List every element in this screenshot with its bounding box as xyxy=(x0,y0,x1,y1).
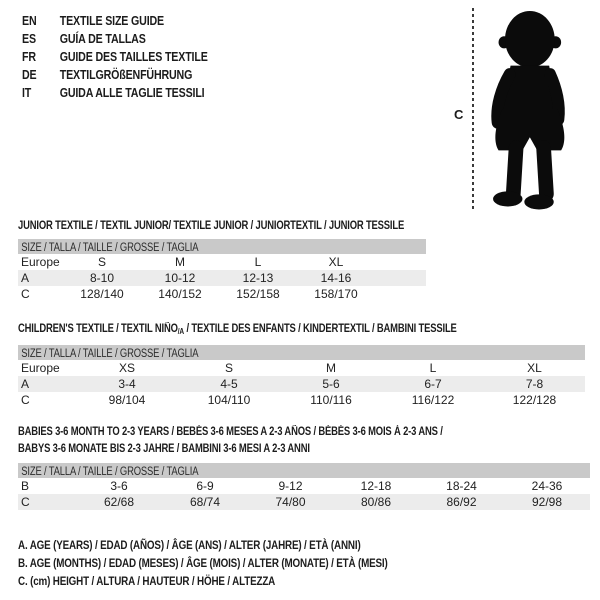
size-cell: 24-36 xyxy=(531,479,563,493)
size-header-bar: SIZE / TALLA / TAILLE / GRÖSSE / TAGLIA xyxy=(18,345,585,360)
size-cell: 128/140 xyxy=(80,287,124,301)
size-cell: 158/170 xyxy=(314,287,358,301)
size-cell: 12-18 xyxy=(360,479,392,493)
size-header-bar: SIZE / TALLA / TAILLE / GRÖSSE / TAGLIA xyxy=(18,239,426,254)
size-cell: 74/80 xyxy=(248,494,333,510)
size-cell: XL xyxy=(328,255,344,269)
size-cell: XL xyxy=(527,361,542,375)
table-row xyxy=(18,478,590,494)
row-label: C xyxy=(21,393,30,407)
row-label: Europe xyxy=(21,255,60,269)
size-cell: 4-5 xyxy=(178,376,280,392)
size-cell: 98/104 xyxy=(108,393,146,407)
language-code: EN xyxy=(22,13,37,28)
language-code: IT xyxy=(22,85,32,100)
size-cell: 80/86 xyxy=(333,494,419,510)
language-code: ES xyxy=(22,31,36,46)
spacer-cell xyxy=(375,286,426,302)
size-cell: 7-8 xyxy=(484,376,585,392)
language-row xyxy=(22,66,248,84)
children-table-title: CHILDREN'S TEXTILE / TEXTIL NIÑO/A / TEXTILE DES ENFANTS / KINDERTEXTIL / BAMBINI TESSILE xyxy=(18,323,457,336)
table-row xyxy=(18,254,426,270)
size-cell: 116/122 xyxy=(411,393,455,407)
language-title: GUIDE DES TAILLES TEXTILE xyxy=(59,49,208,64)
size-cell: 6-7 xyxy=(382,376,484,392)
subscript-text: /A xyxy=(177,327,184,336)
size-cell: 3-4 xyxy=(76,376,178,392)
size-cell: 110/116 xyxy=(310,393,352,407)
row-label: A xyxy=(18,270,63,286)
row-label: A xyxy=(18,376,76,392)
size-cell: 5-6 xyxy=(280,376,382,392)
spacer-cell xyxy=(375,270,426,286)
language-header xyxy=(22,12,248,102)
footnotes xyxy=(18,536,469,590)
size-cell: XS xyxy=(118,361,135,375)
footnote-a: A. AGE (YEARS) / EDAD (AÑOS) / ÂGE (ANS) / ALTER (JAHRE) / ETÀ (ANNI) xyxy=(18,538,361,552)
size-cell: 14-16 xyxy=(297,270,375,286)
size-cell: 104/110 xyxy=(207,393,251,407)
junior-table-title: JUNIOR TEXTILE / TEXTIL JUNIOR/ TEXTILE JUNIOR / JUNIORTEXTIL / JUNIOR TESSILE xyxy=(18,220,405,232)
size-cell: 140/152 xyxy=(158,287,202,301)
table-row xyxy=(18,286,426,302)
language-row xyxy=(22,48,248,66)
size-cell: L xyxy=(254,255,262,269)
baby-silhouette-icon xyxy=(482,8,574,210)
size-cell: M xyxy=(326,361,336,375)
children-size-table xyxy=(18,345,585,408)
size-cell: L xyxy=(429,361,437,375)
language-row xyxy=(22,12,248,30)
spacer-cell xyxy=(375,254,426,270)
language-title: TEXTILGRÖßENFÜHRUNG xyxy=(59,67,193,82)
size-cell: 8-10 xyxy=(63,270,141,286)
size-cell: 10-12 xyxy=(141,270,219,286)
size-cell: 18-24 xyxy=(446,479,477,493)
row-label: B xyxy=(21,479,30,493)
size-cell: M xyxy=(175,255,185,269)
height-measure-label: C xyxy=(454,107,464,122)
table-row xyxy=(18,270,426,286)
size-cell: 122/128 xyxy=(512,393,557,407)
size-cell: 92/98 xyxy=(504,494,590,510)
row-label: C xyxy=(18,494,76,510)
size-cell: 3-6 xyxy=(110,479,128,493)
footnote-b: B. AGE (MONTHS) / EDAD (MESES) / ÂGE (MOIS) / ALTER (MONATE) / ETÀ (MESI) xyxy=(18,556,388,570)
language-row xyxy=(22,30,248,48)
row-label: Europe xyxy=(21,361,60,375)
babies-size-table xyxy=(18,463,590,510)
language-row xyxy=(22,84,248,102)
size-cell: 68/74 xyxy=(162,494,248,510)
size-cell: 62/68 xyxy=(76,494,162,510)
row-label: C xyxy=(21,287,30,301)
size-cell: 6-9 xyxy=(196,479,214,493)
language-title: GUÍA DE TALLAS xyxy=(59,31,146,46)
size-cell: 9-12 xyxy=(278,479,303,493)
footnote-c: C. (cm) HEIGHT / ALTURA / HAUTEUR / HÖHE / ALTEZZA xyxy=(18,574,276,588)
table-row xyxy=(18,392,585,408)
table-row xyxy=(18,494,590,510)
table-row xyxy=(18,376,585,392)
language-code: DE xyxy=(22,67,37,82)
language-title: TEXTILE SIZE GUIDE xyxy=(59,13,164,28)
language-title: GUIDA ALLE TAGLIE TESSILI xyxy=(59,85,205,100)
size-cell: 152/158 xyxy=(236,287,280,301)
size-cell: 86/92 xyxy=(419,494,504,510)
height-measure-line xyxy=(472,8,474,209)
language-code: FR xyxy=(22,49,36,64)
size-cell: S xyxy=(97,255,106,269)
size-cell: 12-13 xyxy=(219,270,297,286)
size-header-bar: SIZE / TALLA / TAILLE / GRÖSSE / TAGLIA xyxy=(18,463,590,478)
babies-table-title: BABIES 3-6 MONTH TO 2-3 YEARS / BEBÉS 3-6 MESES A 2-3 AÑOS / BÉBÉS 3-6 MOIS À 2-3 ANS / BABYS 3-6 MONATE BIS 2-3 JAHRE / BAMBINI 3-6 MESI A 2-3 ANNI xyxy=(18,426,443,455)
junior-size-table xyxy=(18,239,426,302)
size-cell: S xyxy=(224,361,233,375)
table-row xyxy=(18,360,585,376)
